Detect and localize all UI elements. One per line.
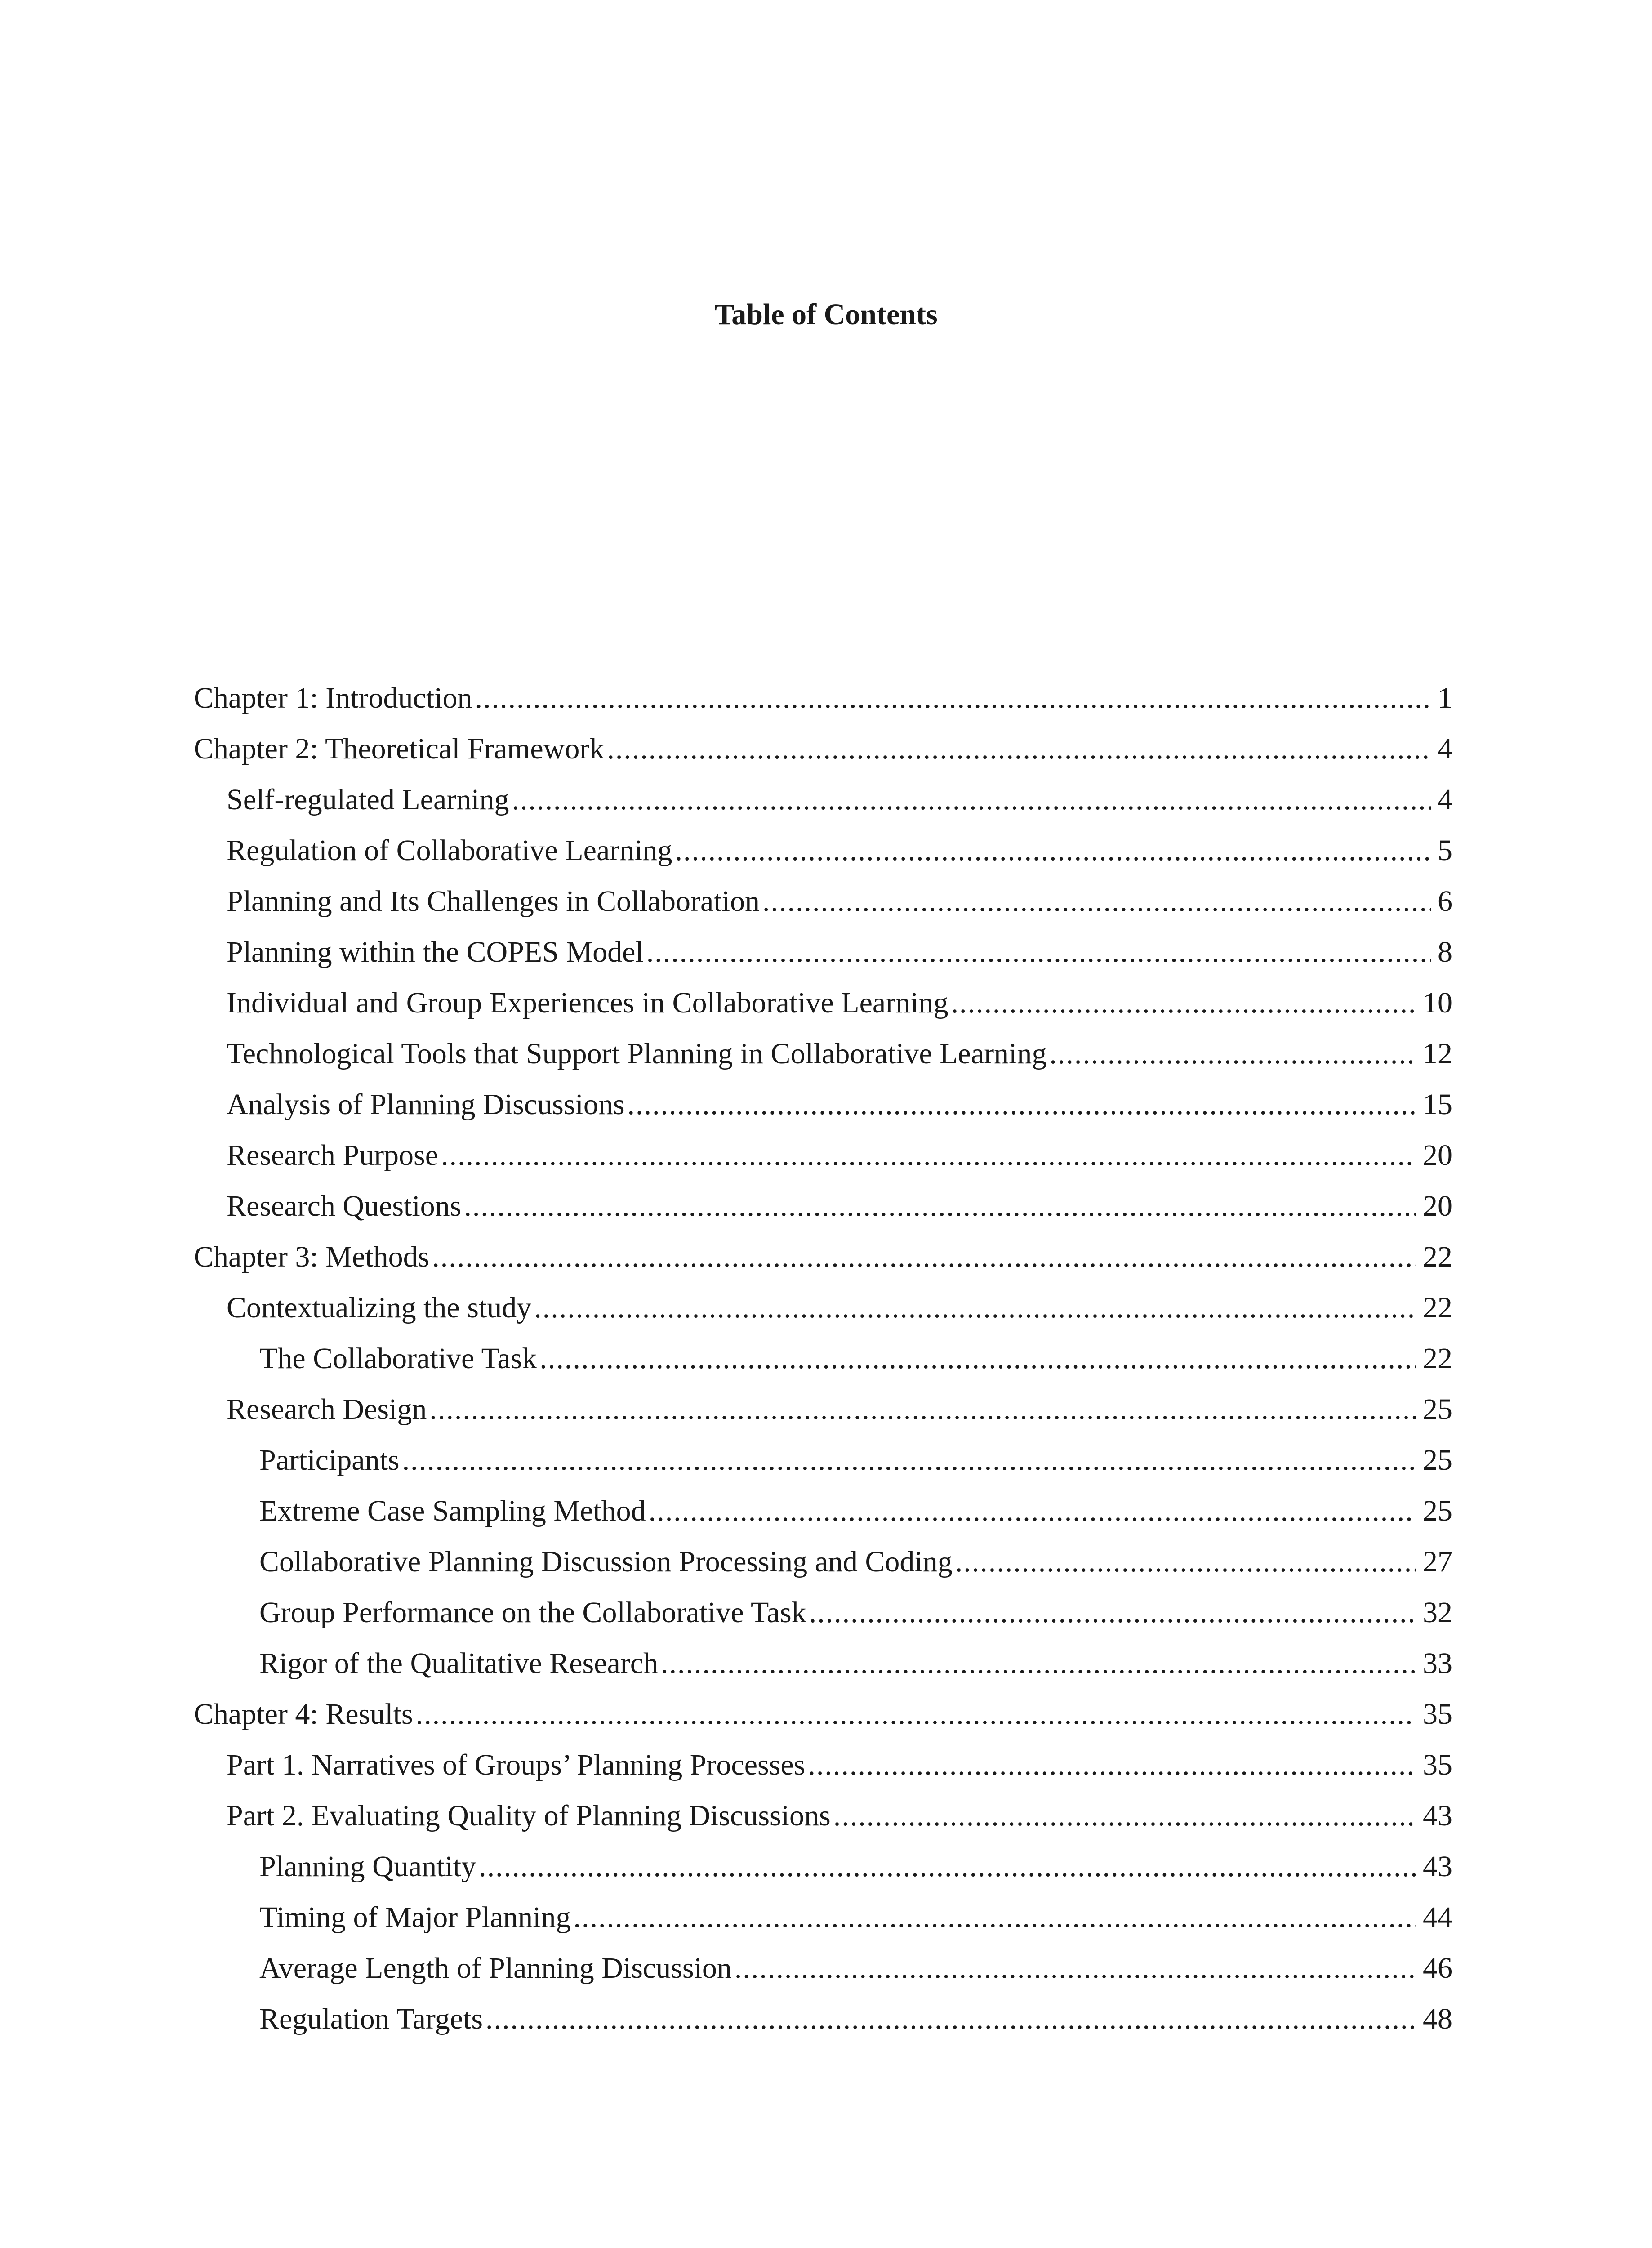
toc-entry-page-number: 12	[1423, 1037, 1452, 1070]
toc-entry	[194, 1689, 1452, 1740]
toc-entry-page-number: 22	[1423, 1291, 1452, 1324]
toc-entry-page-number: 43	[1423, 1850, 1452, 1883]
toc-entry	[194, 1892, 1452, 1943]
toc-entry-label: Chapter 3: Methods	[194, 1240, 430, 1273]
toc-entry	[194, 1384, 1452, 1435]
toc-dot-leader	[402, 1435, 1416, 1485]
toc-entry	[194, 1028, 1452, 1079]
toc-entry-label: Research Design	[227, 1393, 427, 1426]
toc-dot-leader	[607, 723, 1431, 774]
toc-entry-label: Research Purpose	[227, 1139, 439, 1172]
toc-entry-label: Chapter 4: Results	[194, 1698, 413, 1731]
toc-entry-page-number: 22	[1423, 1240, 1452, 1273]
toc-entry-page-number: 4	[1438, 783, 1452, 816]
toc-entry	[194, 1536, 1452, 1587]
toc-entry-page-number: 33	[1423, 1647, 1452, 1680]
toc-entry-page-number: 20	[1423, 1139, 1452, 1172]
toc-entry-label: The Collaborative Task	[259, 1342, 537, 1375]
table-of-contents	[194, 673, 1452, 2044]
page-title: Table of Contents	[714, 298, 938, 331]
toc-entry-label: Chapter 2: Theoretical Framework	[194, 732, 605, 765]
toc-entry-label: Technological Tools that Support Planning in Collaborative Learning	[227, 1037, 1047, 1070]
toc-dot-leader	[539, 1333, 1416, 1384]
toc-entry-label: Planning within the COPES Model	[227, 936, 644, 968]
toc-entry-page-number: 25	[1423, 1444, 1452, 1476]
toc-entry-page-number: 35	[1423, 1698, 1452, 1731]
toc-entry	[194, 977, 1452, 1028]
toc-entry	[194, 723, 1452, 774]
toc-entry-page-number: 25	[1423, 1393, 1452, 1426]
toc-entry	[194, 1130, 1452, 1181]
toc-entry-label: Rigor of the Qualitative Research	[259, 1647, 659, 1680]
toc-entry-page-number: 8	[1438, 936, 1452, 968]
toc-entry	[194, 774, 1452, 825]
toc-entry-page-number: 48	[1423, 2003, 1452, 2035]
toc-entry-page-number: 32	[1423, 1596, 1452, 1629]
toc-entry-label: Group Performance on the Collaborative Task	[259, 1596, 806, 1629]
toc-entry-label: Self-regulated Learning	[227, 783, 509, 816]
toc-entry-label: Research Questions	[227, 1190, 462, 1222]
toc-entry	[194, 1231, 1452, 1282]
toc-dot-leader	[441, 1130, 1416, 1181]
toc-entry-page-number: 20	[1423, 1190, 1452, 1222]
toc-dot-leader	[762, 876, 1431, 927]
toc-entry	[194, 1638, 1452, 1689]
toc-entry	[194, 825, 1452, 876]
toc-entry	[194, 1841, 1452, 1892]
toc-entry-label: Part 1. Narratives of Groups’ Planning Processes	[227, 1748, 806, 1781]
toc-entry	[194, 1282, 1452, 1333]
toc-entry-label: Individual and Group Experiences in Collaborative Learning	[227, 986, 948, 1019]
toc-entry-label: Chapter 1: Introduction	[194, 682, 472, 714]
toc-entry	[194, 1435, 1452, 1485]
toc-entry-page-number: 35	[1423, 1748, 1452, 1781]
toc-entry-page-number: 5	[1438, 834, 1452, 867]
toc-entry	[194, 1994, 1452, 2044]
toc-dot-leader	[735, 1943, 1416, 1994]
toc-entry	[194, 1079, 1452, 1130]
toc-entry-page-number: 4	[1438, 732, 1452, 765]
toc-dot-leader	[809, 1587, 1416, 1638]
toc-dot-leader	[479, 1841, 1416, 1892]
toc-entry-page-number: 10	[1423, 986, 1452, 1019]
toc-entry-page-number: 22	[1423, 1342, 1452, 1375]
toc-entry	[194, 673, 1452, 723]
toc-dot-leader	[534, 1282, 1416, 1333]
toc-entry-page-number: 1	[1438, 682, 1452, 714]
toc-entry-label: Collaborative Planning Discussion Processing and Coding	[259, 1545, 953, 1578]
toc-dot-leader	[661, 1638, 1416, 1689]
toc-entry-page-number: 43	[1423, 1799, 1452, 1832]
toc-dot-leader	[649, 1485, 1416, 1536]
toc-entry-label: Extreme Case Sampling Method	[259, 1494, 646, 1527]
toc-entry-label: Regulation of Collaborative Learning	[227, 834, 672, 867]
toc-dot-leader	[475, 673, 1431, 723]
toc-dot-leader	[675, 825, 1431, 876]
toc-dot-leader	[485, 1994, 1416, 2044]
toc-entry	[194, 1587, 1452, 1638]
toc-entry-label: Planning Quantity	[259, 1850, 476, 1883]
toc-entry	[194, 1943, 1452, 1994]
toc-dot-leader	[628, 1079, 1416, 1130]
toc-dot-leader	[432, 1231, 1416, 1282]
toc-entry-label: Analysis of Planning Discussions	[227, 1088, 625, 1121]
toc-dot-leader	[464, 1181, 1416, 1231]
toc-dot-leader	[955, 1536, 1416, 1587]
toc-entry-page-number: 25	[1423, 1494, 1452, 1527]
toc-dot-leader	[573, 1892, 1416, 1943]
toc-entry-page-number: 27	[1423, 1545, 1452, 1578]
toc-dot-leader	[646, 927, 1431, 977]
toc-entry-label: Average Length of Planning Discussion	[259, 1952, 732, 1985]
toc-entry-label: Planning and Its Challenges in Collaboration	[227, 885, 760, 918]
toc-entry-label: Part 2. Evaluating Quality of Planning Discussions	[227, 1799, 831, 1832]
toc-dot-leader	[416, 1689, 1416, 1740]
toc-entry	[194, 1740, 1452, 1790]
toc-dot-leader	[808, 1740, 1416, 1790]
toc-entry-label: Contextualizing the study	[227, 1291, 532, 1324]
toc-dot-leader	[1049, 1028, 1416, 1079]
toc-entry	[194, 876, 1452, 927]
toc-dot-leader	[951, 977, 1417, 1028]
toc-entry-page-number: 44	[1423, 1901, 1452, 1934]
toc-entry	[194, 1181, 1452, 1231]
toc-entry	[194, 1790, 1452, 1841]
toc-dot-leader	[512, 774, 1431, 825]
toc-entry	[194, 1333, 1452, 1384]
toc-entry	[194, 927, 1452, 977]
toc-dot-leader	[429, 1384, 1416, 1435]
toc-entry-page-number: 6	[1438, 885, 1452, 918]
toc-entry	[194, 1485, 1452, 1536]
toc-entry-label: Timing of Major Planning	[259, 1901, 571, 1934]
toc-entry-page-number: 15	[1423, 1088, 1452, 1121]
toc-entry-label: Regulation Targets	[259, 2003, 483, 2035]
toc-entry-label: Participants	[259, 1444, 400, 1476]
toc-entry-page-number: 46	[1423, 1952, 1452, 1985]
toc-dot-leader	[833, 1790, 1416, 1841]
